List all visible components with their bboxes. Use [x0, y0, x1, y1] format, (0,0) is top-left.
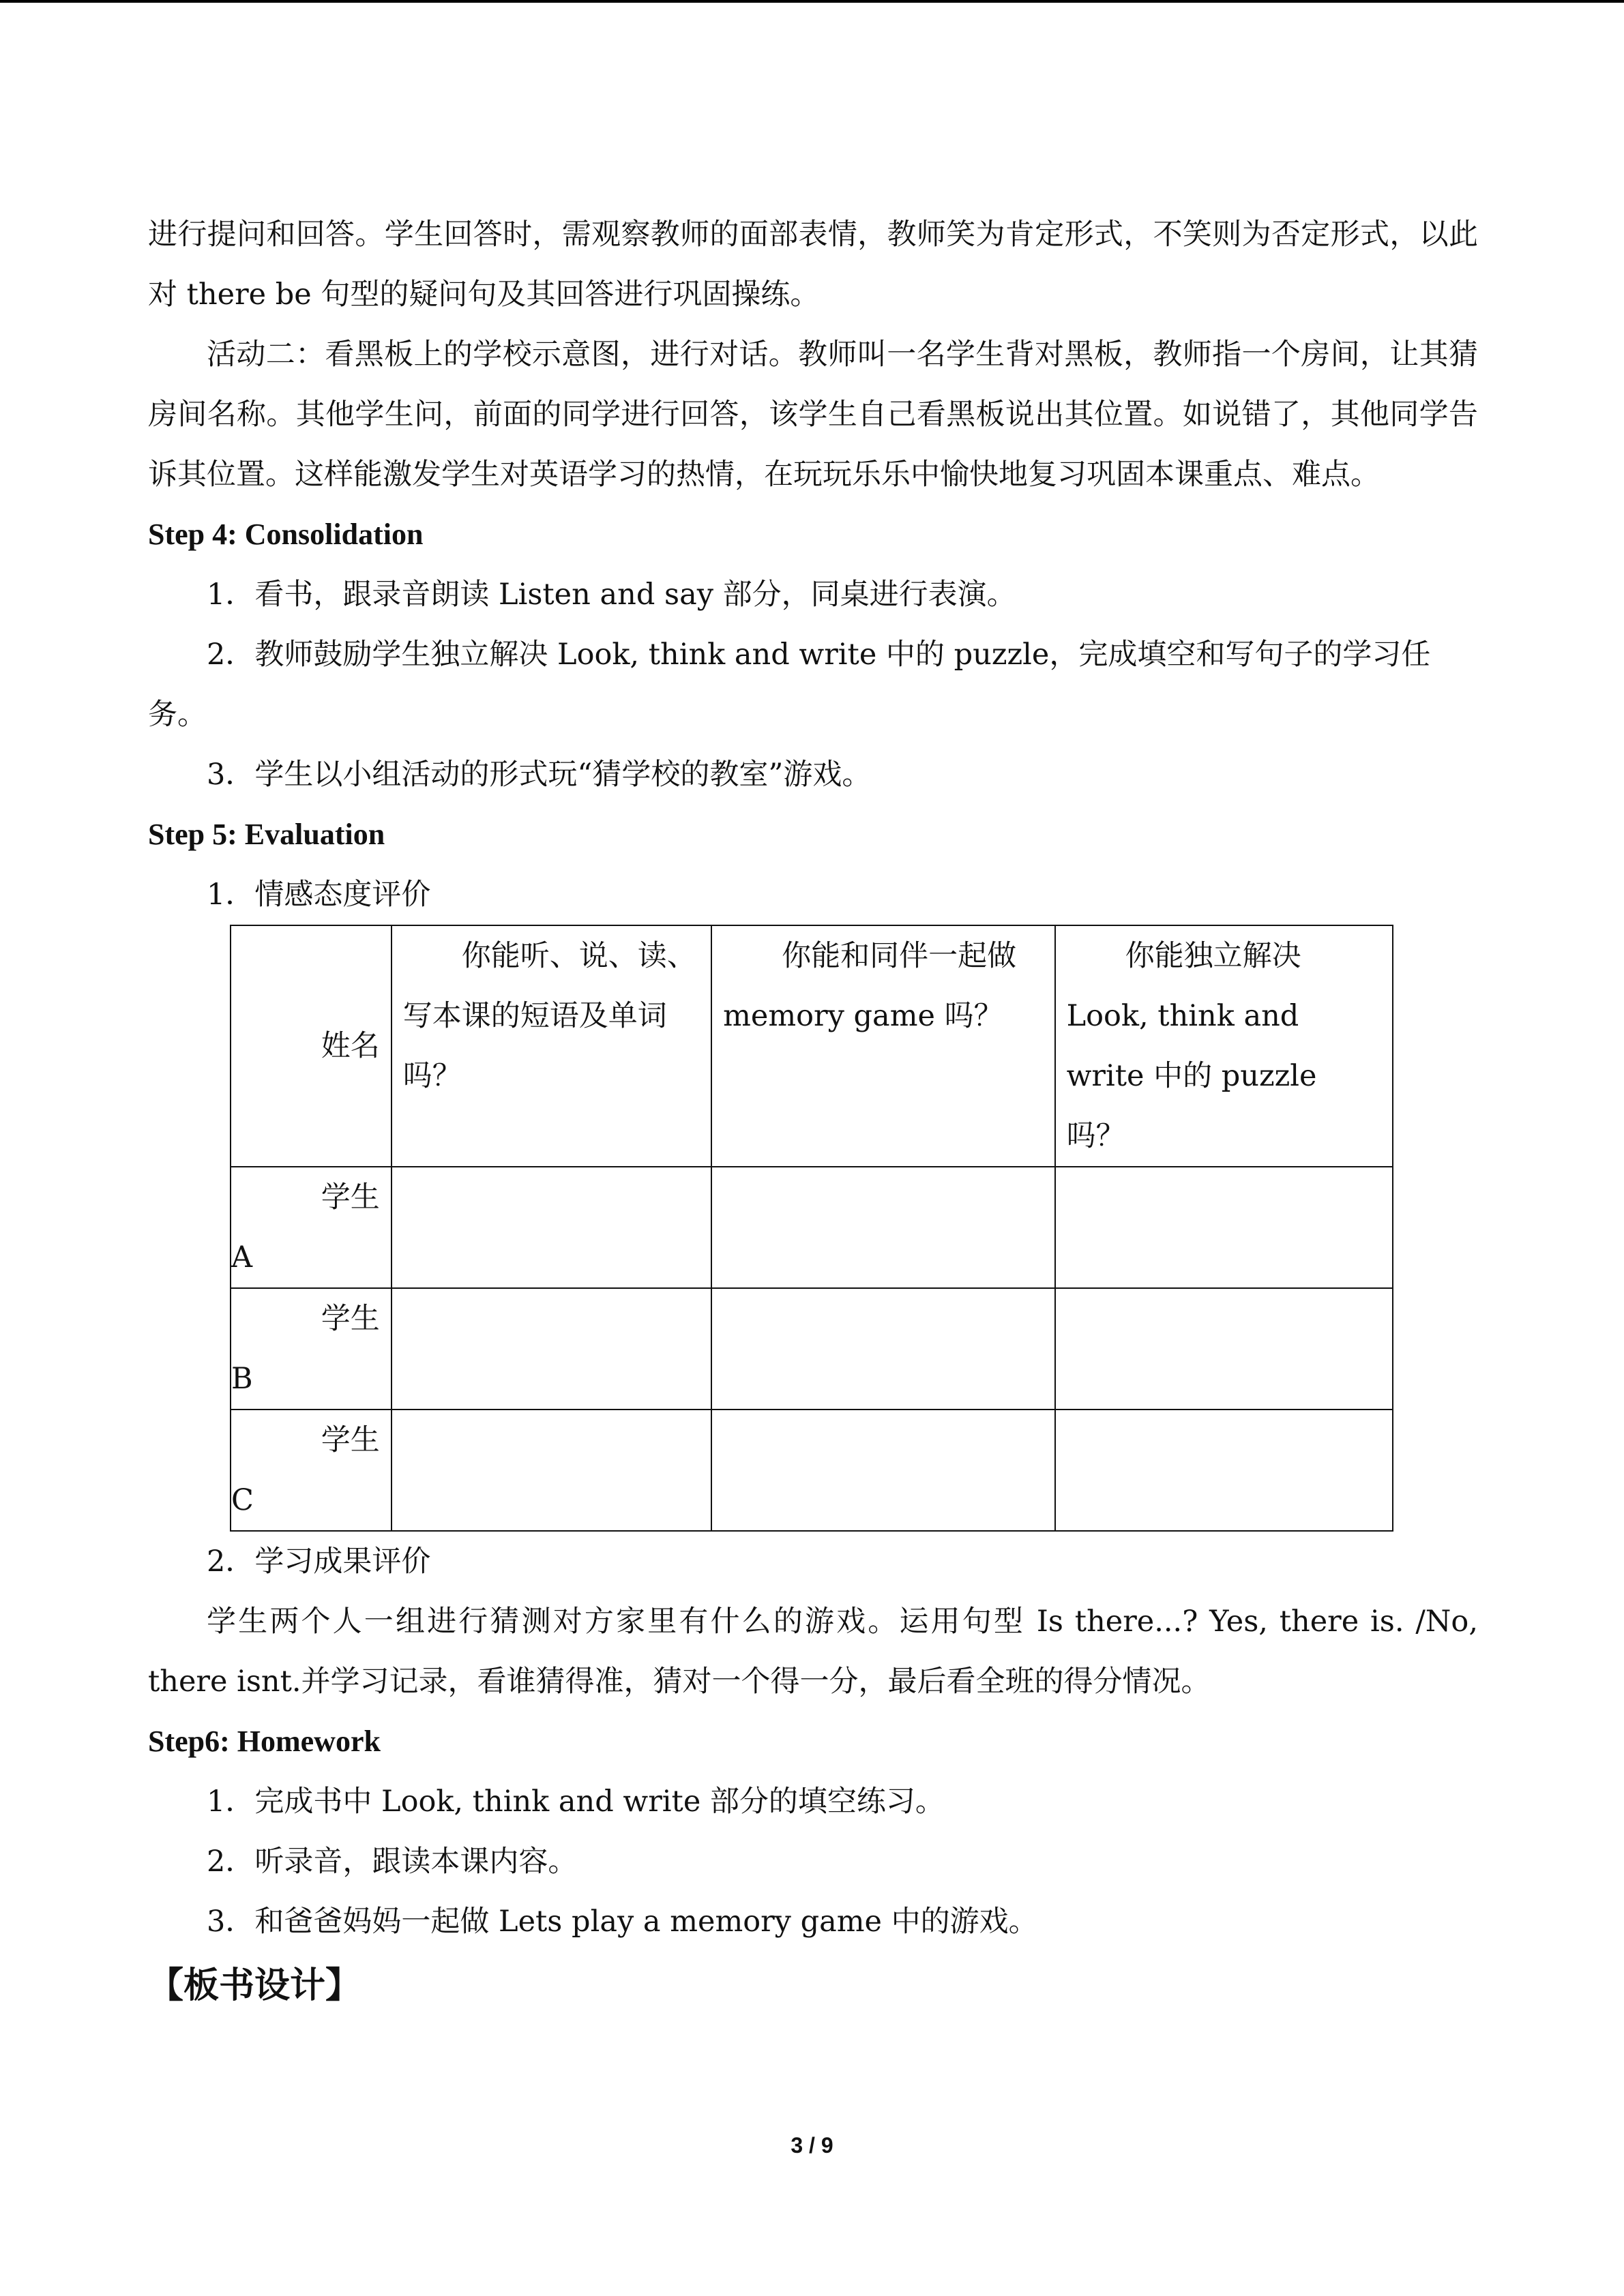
step4-heading: Step 4: Consolidation — [148, 518, 424, 551]
student-letter: B — [231, 1362, 253, 1396]
table-cell — [711, 1410, 1054, 1531]
step4-item-3: 3．学生以小组活动的形式玩“猜学校的教室”游戏。 — [207, 758, 872, 792]
header-question-3: 你能独立解决 Look, think and write 中的 puzzle 吗？ — [1055, 925, 1393, 1167]
table-cell — [1055, 1288, 1393, 1410]
student-label: 学生 — [321, 1302, 380, 1336]
step5-sub2: 2．学习成果评价 — [207, 1545, 431, 1579]
table-cell — [1055, 1167, 1393, 1288]
student-cell — [231, 1167, 392, 1288]
paragraph-activity-two: 活动二：看黑板上的学校示意图，进行对话。教师叫一名学生背对黑板，教师指一个房间，让其猜房间名称。其他学生问，前面的同学进行回答，该学生自己看黑板说出其位置。如说错了，其他同学告诉其位置。这样能激发学生对英语学习的热情，在玩玩乐乐中愉快地复习巩固本课重点、难点。 — [148, 338, 1478, 492]
paragraph-activity-one-continued: 进行提问和回答。学生回答时，需观察教师的面部表情，教师笑为肯定形式，不笑则为否定形式，以此对 there be 句型的疑问句及其回答进行巩固操练。 — [148, 218, 1478, 312]
student-cell — [231, 1288, 392, 1410]
page-number: 3 / 9 — [791, 2133, 833, 2158]
step6-item-3: 3．和爸爸妈妈一起做 Lets play a memory game 中的游戏。 — [207, 1905, 1038, 1939]
step6-item-1: 1．完成书中 Look, think and write 部分的填空练习。 — [207, 1785, 945, 1819]
table-row — [231, 1288, 1393, 1410]
table-cell — [711, 1288, 1054, 1410]
table-cell — [1055, 1410, 1393, 1531]
student-cell — [231, 1410, 392, 1531]
step6-item-2: 2．听录音，跟读本课内容。 — [207, 1845, 578, 1879]
table-cell — [392, 1410, 711, 1531]
student-label: 学生 — [321, 1180, 380, 1214]
step5-paragraph: 学生两个人一组进行猜测对方家里有什么的游戏。运用句型 Is there...? Yes, there is. /No, there isnt.并学习记录，看谁猜得准，猜对一个得一分，最后看全班的得分情况。 — [148, 1605, 1478, 1699]
student-letter: C — [231, 1483, 254, 1517]
table-cell — [392, 1288, 711, 1410]
step6-heading: Step6: Homework — [148, 1725, 381, 1758]
table-row — [231, 1167, 1393, 1288]
board-design-title: 【板书设计】 — [148, 1965, 361, 2006]
step4-item-1: 1．看书，跟录音朗读 Listen and say 部分，同桌进行表演。 — [207, 578, 1016, 612]
document-content — [148, 205, 1478, 2020]
table-cell — [392, 1167, 711, 1288]
step5-sub1: 1．情感态度评价 — [207, 878, 431, 912]
evaluation-table — [230, 925, 1393, 1532]
table-row — [231, 1410, 1393, 1531]
header-name: 姓名 — [231, 925, 392, 1167]
student-label: 学生 — [321, 1423, 380, 1457]
header-question-2: 你能和同伴一起做 memory game 吗？ — [711, 925, 1054, 1167]
top-border-line — [0, 0, 1624, 3]
header-question-1: 你能听、说、读、写本课的短语及单词吗？ — [392, 925, 711, 1167]
table-cell — [711, 1167, 1054, 1288]
table-header-row — [231, 925, 1393, 1167]
step5-heading: Step 5: Evaluation — [148, 818, 385, 851]
student-letter: A — [231, 1240, 253, 1274]
step4-item-2: 2．教师鼓励学生独立解决 Look, think and write 中的 puzzle，完成填空和写句子的学习任务。 — [148, 638, 1431, 732]
